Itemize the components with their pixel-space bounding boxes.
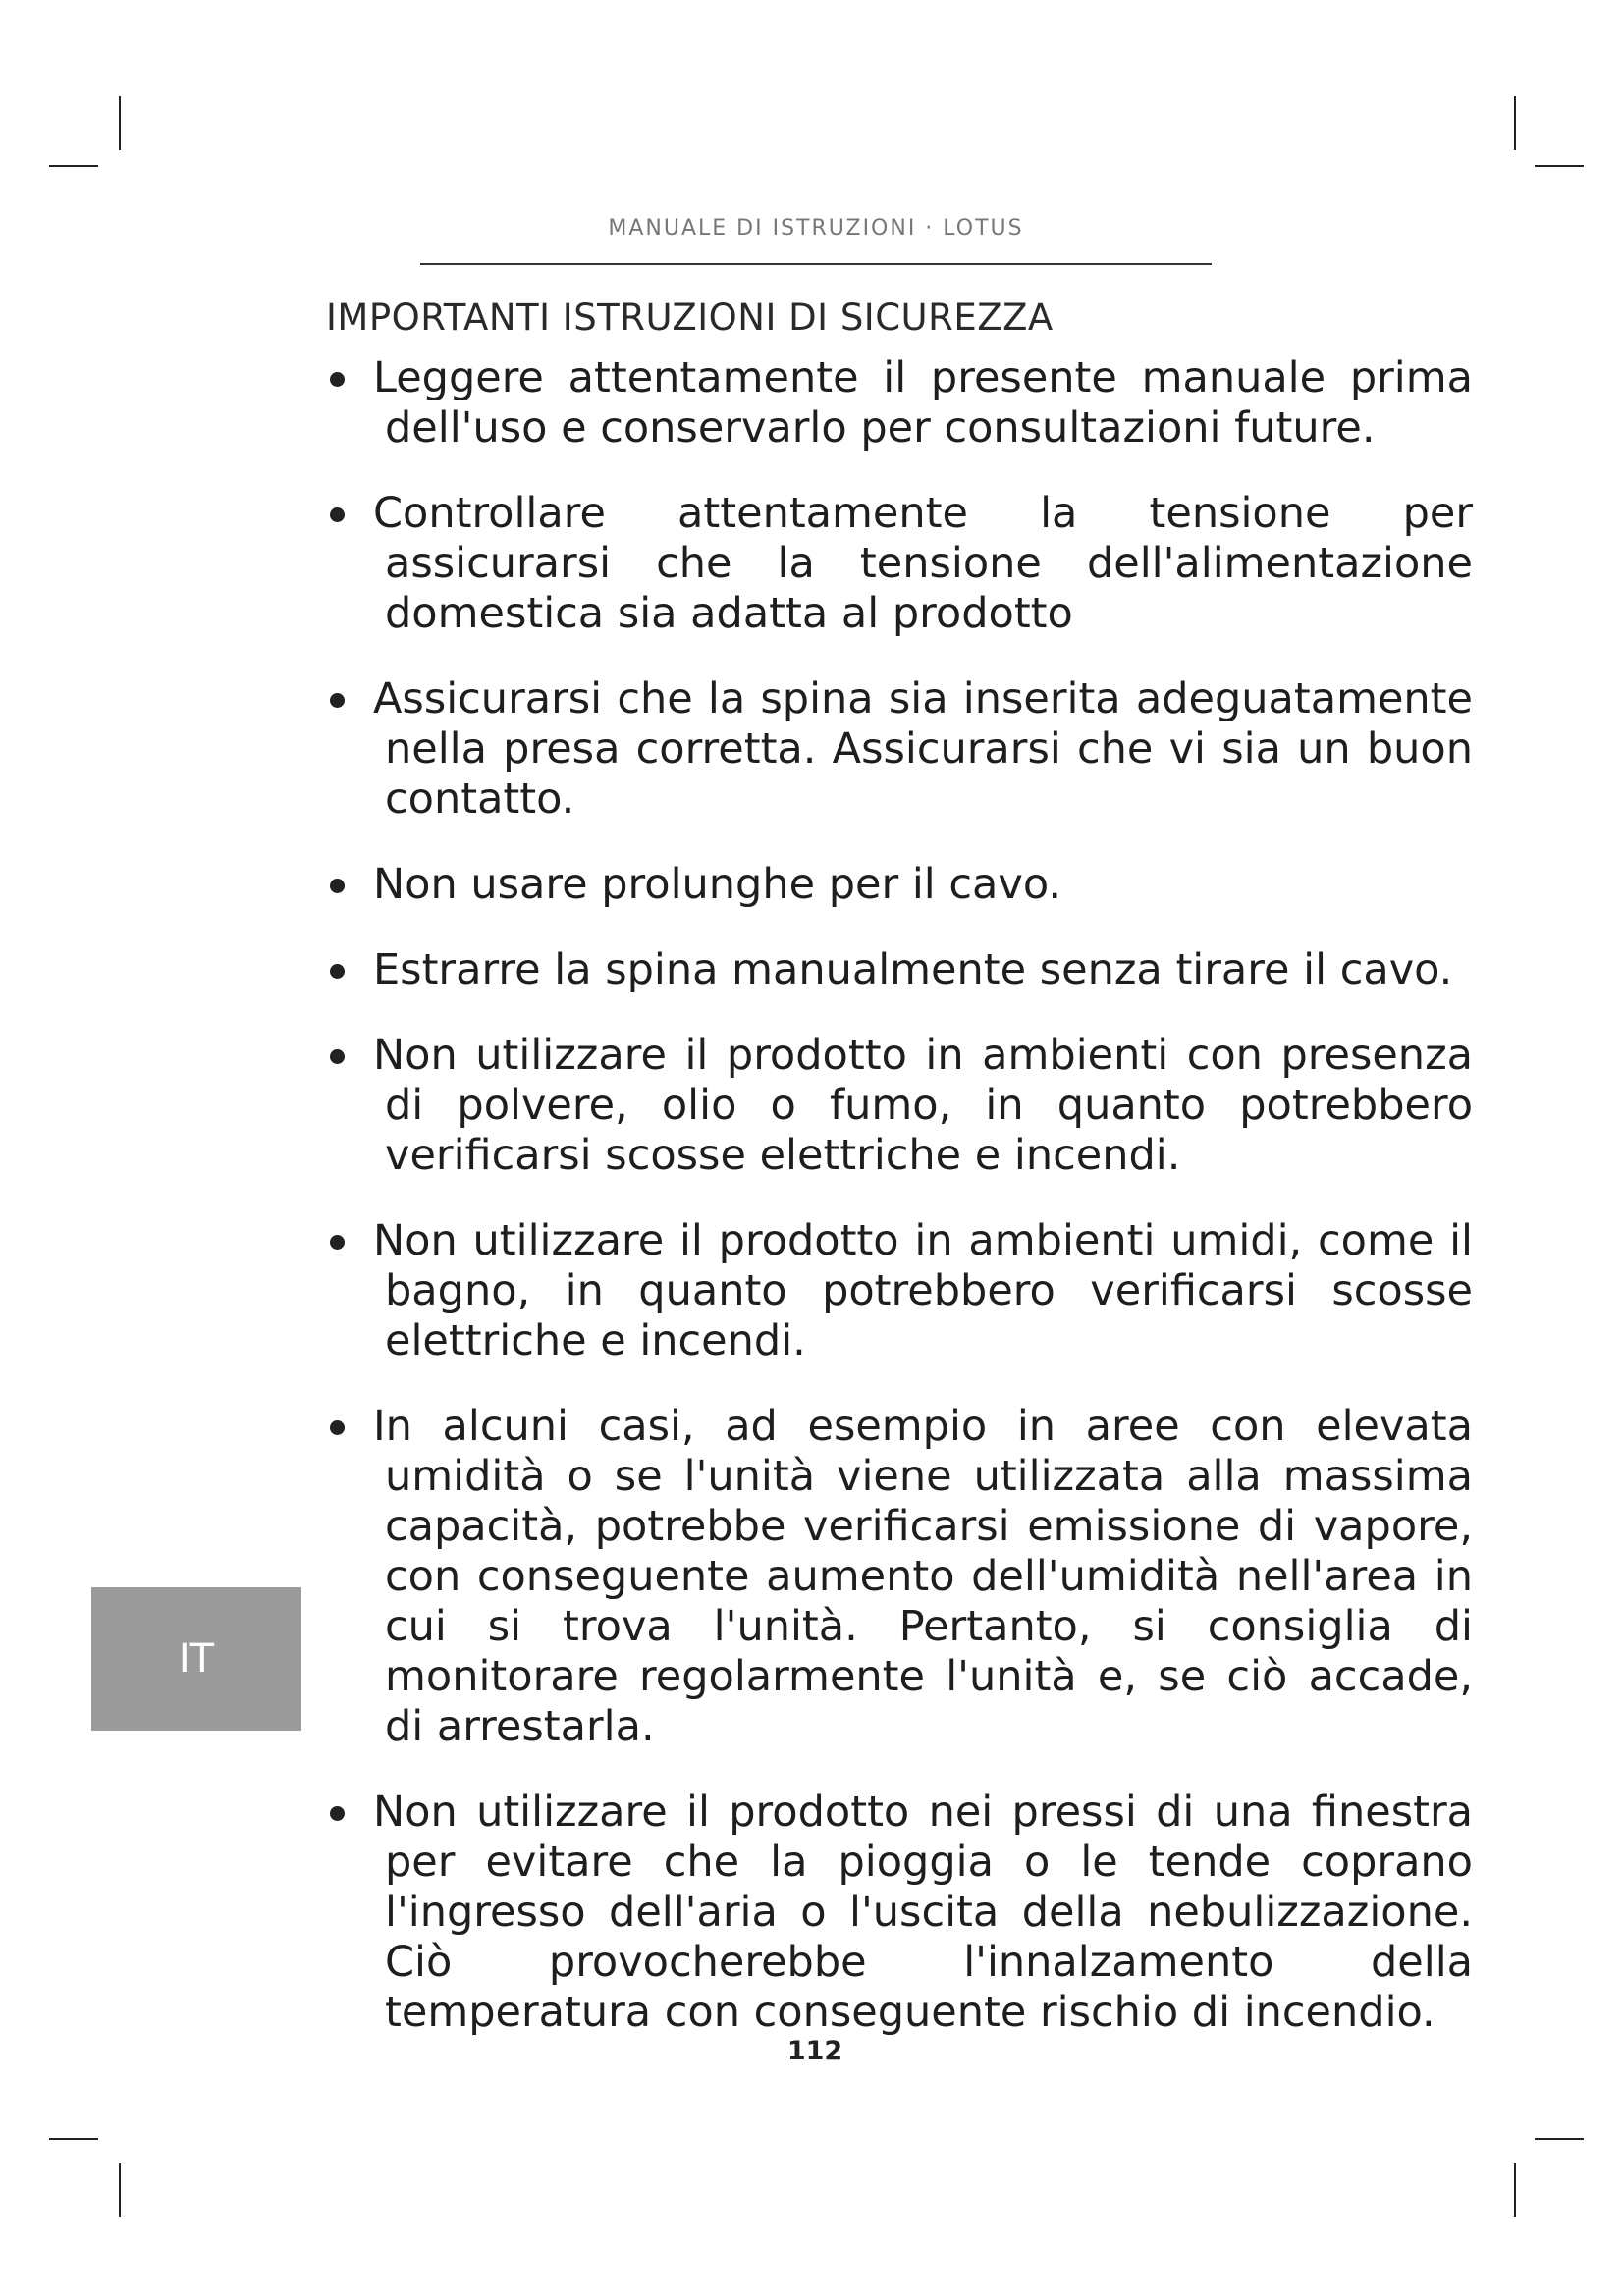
list-item	[324, 1031, 1473, 1181]
list-item	[324, 674, 1473, 825]
list-item	[324, 1788, 1473, 2038]
list-item-text: Assicurarsi che la spina sia inserita adeguatamente nella presa corretta. Assicurarsi che vi sia un buon contatto.	[373, 674, 1473, 824]
list-item-text: Estrarre la spina manualmente senza tirare il cavo.	[373, 945, 1453, 994]
bullet-icon	[330, 1420, 345, 1435]
list-item	[324, 353, 1473, 454]
list-item	[324, 1402, 1473, 1752]
list-item	[324, 860, 1473, 910]
bullet-icon	[330, 1806, 345, 1821]
crop-mark-bottom-right-horizontal	[1535, 2138, 1584, 2140]
bullet-icon	[330, 693, 345, 708]
section-title: IMPORTANTI ISTRUZIONI DI SICUREZZA	[326, 296, 1054, 339]
bullet-icon	[330, 964, 345, 979]
list-item-text: Non utilizzare il prodotto in ambienti umidi, come il bagno, in quanto potrebbero verificarsi scosse elettriche e incendi.	[373, 1216, 1473, 1365]
list-item-text: Non utilizzare il prodotto in ambienti con presenza di polvere, olio o fumo, in quanto potrebbero verificarsi scosse elettriche e incendi.	[373, 1031, 1473, 1180]
bullet-icon	[330, 1235, 345, 1250]
bullet-icon	[330, 879, 345, 893]
list-item	[324, 1216, 1473, 1366]
list-item-text: Non usare prolunghe per il cavo.	[373, 860, 1062, 909]
list-item-text: Non utilizzare il prodotto nei pressi di una finestra per evitare che la pioggia o le tende coprano l'ingresso dell'aria o l'uscita della nebulizzazione. Ciò provocherebbe l'innalzamento della temperatura con conseguente rischio di incendio.	[373, 1788, 1473, 2037]
page-number: 112	[786, 2036, 843, 2066]
list-item-text: Controllare attentamente la tensione per assicurarsi che la tensione dell'alimentazione domestica sia adatta al prodotto	[373, 489, 1473, 638]
list-item	[324, 945, 1473, 995]
crop-mark-bottom-left-horizontal	[49, 2138, 98, 2140]
header-divider	[420, 263, 1212, 265]
crop-mark-top-left-vertical	[119, 96, 121, 150]
crop-mark-bottom-left-vertical	[119, 2163, 121, 2217]
crop-mark-bottom-right-vertical	[1514, 2163, 1516, 2217]
list-item-text: In alcuni casi, ad esempio in aree con elevata umidità o se l'unità viene utilizzata alla massima capacità, potrebbe verificarsi emissione di vapore, con conseguente aumento dell'umidità nell'area in cui si trova l'unità. Pertanto, si consiglia di monitorare regolarmente l'unità e, se ciò accade, di arrestarla.	[373, 1402, 1473, 1751]
crop-mark-top-right-vertical	[1514, 96, 1516, 150]
bullet-icon	[330, 1049, 345, 1064]
safety-instructions-list	[324, 353, 1473, 2073]
running-header: MANUALE DI ISTRUZIONI · LOTUS	[608, 216, 1024, 240]
language-tab-label: IT	[178, 1636, 215, 1682]
bullet-icon	[330, 507, 345, 522]
list-item	[324, 489, 1473, 639]
crop-mark-top-left-horizontal	[49, 165, 98, 167]
list-item-text: Leggere attentamente il presente manuale prima dell'uso e conservarlo per consultazioni future.	[373, 353, 1473, 453]
crop-mark-top-right-horizontal	[1535, 165, 1584, 167]
bullet-icon	[330, 372, 345, 387]
language-tab	[91, 1587, 301, 1731]
